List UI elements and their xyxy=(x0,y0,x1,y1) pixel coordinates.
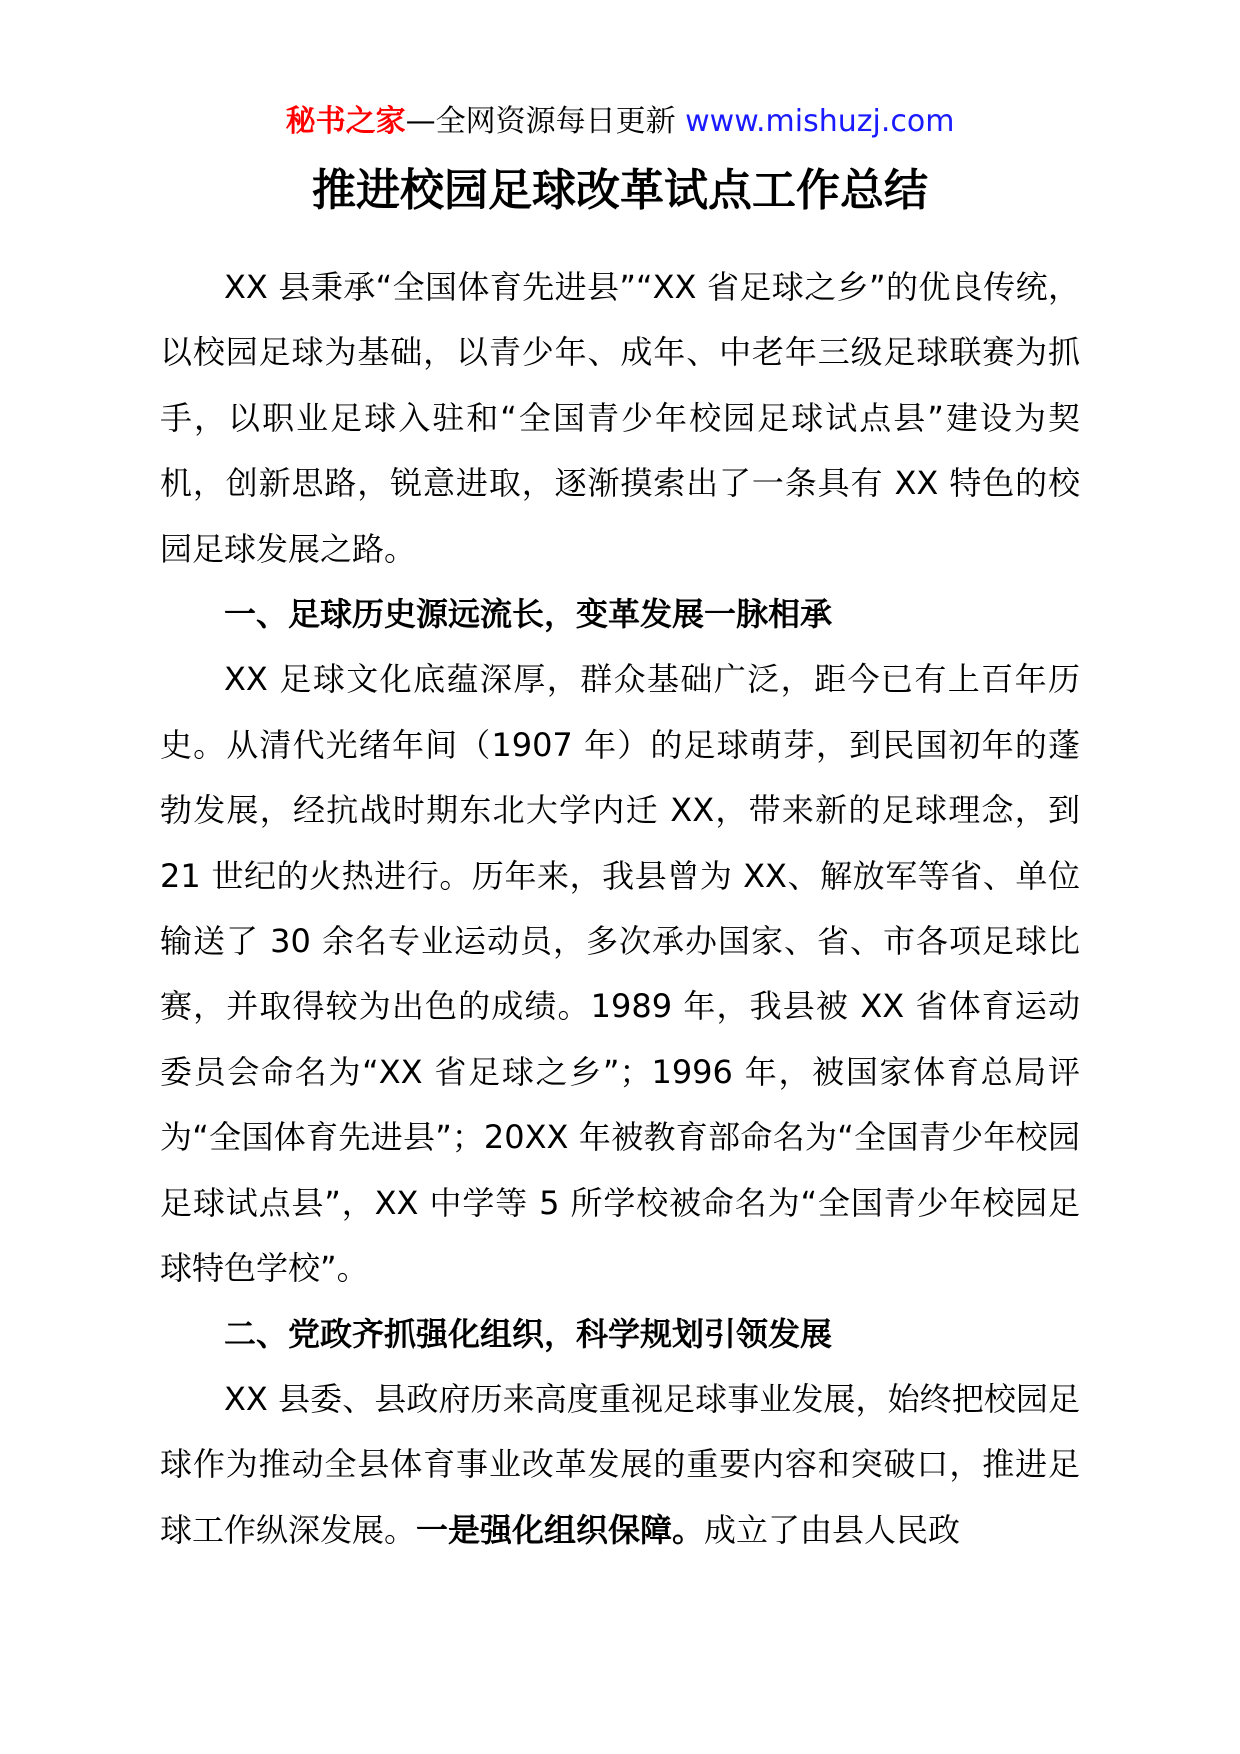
brand-name: 秘书之家 xyxy=(285,104,406,139)
header-slogan: —全网资源每日更新 xyxy=(405,104,676,139)
section-2-paragraph xyxy=(160,1367,1080,1563)
header-banner xyxy=(0,102,1240,142)
document-body xyxy=(160,255,1080,1563)
section-1-paragraph: XX 足球文化底蕴深厚，群众基础广泛，距今已有上百年历史。从清代光绪年间（1907 年）的足球萌芽，到民国初年的蓬勃发展，经抗战时期东北大学内迁 XX，带来新的足球理念，到 21 世纪的火热进行。历年来，我县曾为 XX、解放军等省、单位输送了 30 余名专业运动员，多次承办国家、省、市各项足球比赛，并取得较为出色的成绩。1989 年，我县被 XX 省体育运动委员会命名为“XX 省足球之乡”；1996 年，被国家体育总局评为“全国体育先进县”；20XX 年被教育部命名为“全国青少年校园足球试点县”，XX 中学等 5 所学校被命名为“全国青少年校园足球特色学校”。 xyxy=(160,660,1080,1288)
section-2-text-start: XX 县委、县政府历来高度重视足球事业发展，始终把校园足球作为推动全县体育事业改革发展的重要内容和突破口，推进足球工作纵深发展。 xyxy=(160,1379,1080,1549)
intro-paragraph: XX 县秉承“全国体育先进县”“XX 省足球之乡”的优良传统，以校园足球为基础，以青少年、成年、中老年三级足球联赛为抓手，以职业足球入驻和“全国青少年校园足球试点县”建设为契机，创新思路，锐意进取，逐渐摸索出了一条具有 XX 特色的校园足球发展之路。 xyxy=(160,268,1080,568)
section-1-heading: 一、足球历史源远流长，变革发展一脉相承 xyxy=(224,595,833,634)
section-2-emphasis: 一是强化组织保障。 xyxy=(416,1510,705,1549)
section-2-text-end: 成立了由县人民政 xyxy=(704,1510,961,1549)
section-2-heading: 二、党政齐抓强化组织，科学规划引领发展 xyxy=(224,1314,833,1353)
document-title: 推进校园足球改革试点工作总结 xyxy=(312,165,928,216)
site-link[interactable]: www.mishuzj.com xyxy=(685,104,955,139)
